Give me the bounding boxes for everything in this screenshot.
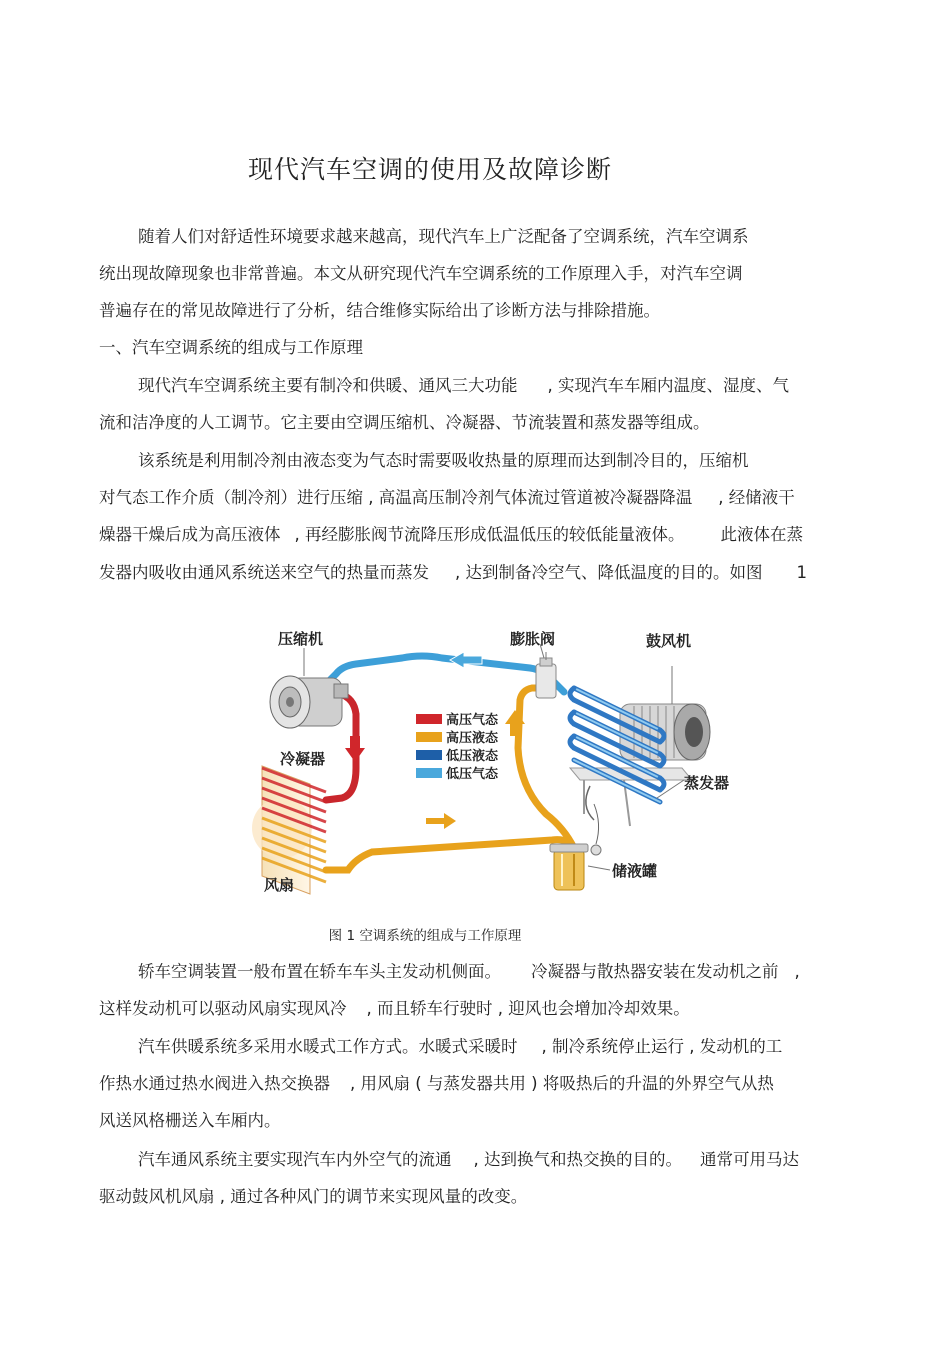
legend-label: 低压液态 <box>446 749 499 764</box>
paragraph-2-line-2: 流和洁净度的人工调节。它主要由空调压缩机、冷凝器、节流装置和蒸发器等组成。 <box>99 413 710 432</box>
paragraph-3-line-2 <box>99 487 795 509</box>
receiver-drier-illustration <box>550 844 588 890</box>
paragraph-6-line-2: 驱动鼓风机风扇 , 通过各种风门的调节来实现风量的改变。 <box>99 1187 528 1206</box>
paragraph-3-line-4 <box>99 562 807 584</box>
label-condenser: 冷凝器 <box>280 750 326 768</box>
text-segment: , 制冷系统停止运行 , 发动机的工 <box>541 1037 783 1056</box>
paragraph-5-line-2 <box>99 1073 774 1095</box>
text-segment: 发器内吸收由通风系统送来空气的热量而蒸发 <box>99 563 429 582</box>
text-segment: 汽车通风系统主要实现汽车内外空气的流通 <box>138 1150 452 1169</box>
text-segment: , 达到换气和热交换的目的。 <box>473 1150 682 1169</box>
arrow-left-icon <box>450 652 482 668</box>
condenser-illustration <box>252 766 326 894</box>
paragraph-2-line-1 <box>138 375 789 397</box>
label-evaporator: 蒸发器 <box>684 774 730 792</box>
paragraph-3-line-1: 该系统是利用制冷剂由液态变为气态时需要吸收热量的原理而达到制冷目的，压缩机 <box>138 451 749 470</box>
label-blower: 鼓风机 <box>646 632 692 650</box>
paragraph-3-line-3 <box>99 524 803 546</box>
text-segment: 燥器干燥后成为高压液体 <box>99 525 281 544</box>
text-segment: 1 <box>796 563 807 582</box>
text-segment: 冷凝器与散热器安装在发动机之前 <box>531 962 779 981</box>
legend-swatch-low-pressure-gas <box>416 768 442 778</box>
label-compressor: 压缩机 <box>278 630 324 648</box>
legend <box>416 712 499 782</box>
legend-swatch-low-pressure-liquid <box>416 750 442 760</box>
compressor-illustration <box>270 676 348 728</box>
label-expansion-valve: 膨胀阀 <box>510 630 556 648</box>
paragraph-4-line-1 <box>138 961 800 983</box>
text-segment: 对气态工作介质（制冷剂）进行压缩 , 高温高压制冷剂气体流过管道被冷凝器降温 <box>99 488 693 507</box>
text-segment: , 达到制备冷空气、降低温度的目的。如图 <box>455 563 763 582</box>
text-segment: 这样发动机可以驱动风扇实现风冷 <box>99 999 347 1018</box>
legend-label: 高压液态 <box>446 731 499 746</box>
text-segment: , 经储液干 <box>718 488 795 507</box>
evaporator-bracket <box>570 768 692 855</box>
paragraph-5-line-1 <box>138 1036 782 1058</box>
arrow-down-icon <box>345 736 365 762</box>
paragraph-4-line-2 <box>99 998 690 1020</box>
page-title: 现代汽车空调的使用及故障诊断 <box>247 155 612 184</box>
paragraph-1-line-2: 统出现故障现象也非常普遍。本文从研究现代汽车空调系统的工作原理入手，对汽车空调 <box>99 264 743 283</box>
paragraph-6-line-1 <box>138 1149 799 1171</box>
legend-label: 低压气态 <box>446 767 499 782</box>
text-segment: , 用风扇 ( 与蒸发器共用 ) 将吸热后的升温的外界空气从热 <box>350 1074 774 1093</box>
text-segment: 通常可用马达 <box>700 1150 799 1169</box>
ac-system-diagram <box>252 618 730 900</box>
paragraph-1-line-3: 普遍存在的常见故障进行了分析，结合维修实际给出了诊断方法与排除措施。 <box>99 301 660 320</box>
sensor-icon <box>591 845 601 855</box>
expansion-valve-illustration <box>536 652 556 698</box>
high-pressure-liquid-line-2 <box>518 688 574 848</box>
text-segment: , 再经膨胀阀节流降压形成低温低压的较低能量液体。 <box>294 525 685 544</box>
text-segment: 此液体在蒸 <box>720 525 803 544</box>
text-segment: , <box>794 962 800 981</box>
text-segment: , 而且轿车行驶时 , 迎风也会增加冷却效果。 <box>366 999 690 1018</box>
text-segment: , 实现汽车车厢内温度、湿度、气 <box>547 376 789 395</box>
paragraph-1-line-1: 随着人们对舒适性环境要求越来越高，现代汽车上广泛配备了空调系统，汽车空调系 <box>138 227 749 246</box>
high-pressure-liquid-line-1 <box>326 840 574 870</box>
text-segment: 现代汽车空调系统主要有制冷和供暖、通风三大功能 <box>138 376 518 395</box>
figure-caption: 图 1 空调系统的组成与工作原理 <box>328 928 522 944</box>
arrow-right-icon <box>426 813 456 829</box>
legend-swatch-high-pressure-liquid <box>416 732 442 742</box>
legend-swatch-high-pressure-gas <box>416 714 442 724</box>
text-segment: 汽车供暖系统多采用水暖式工作方式。水暖式采暖时 <box>138 1037 518 1056</box>
section-heading-1: 一、汽车空调系统的组成与工作原理 <box>99 338 363 357</box>
legend-label: 高压气态 <box>446 713 499 728</box>
blower-illustration <box>620 666 710 760</box>
paragraph-5-line-3: 风送风格栅送入车厢内。 <box>99 1111 281 1130</box>
text-segment: 轿车空调装置一般布置在轿车车头主发动机侧面。 <box>138 962 501 981</box>
label-fan: 风扇 <box>264 876 295 894</box>
label-receiver: 储液罐 <box>612 862 658 880</box>
text-segment: 作热水通过热水阀进入热交换器 <box>99 1074 330 1093</box>
